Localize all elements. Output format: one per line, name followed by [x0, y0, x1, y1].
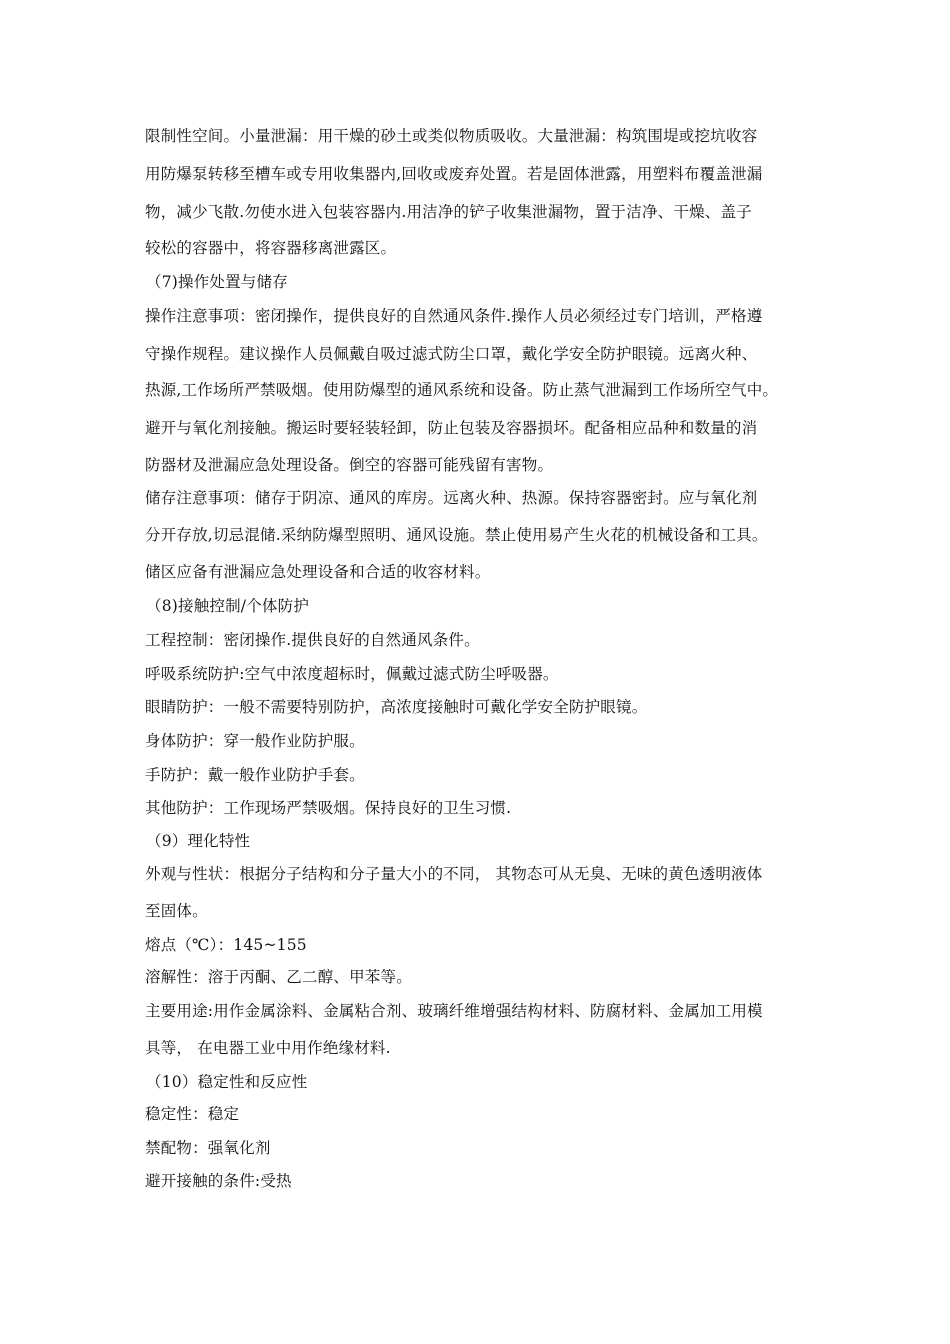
text-line: 眼睛防护：一般不需要特别防护，高浓度接触时可戴化学安全防护眼镜。 [145, 698, 648, 716]
text-line: 禁配物：强氧化剂 [145, 1139, 271, 1157]
text-line: 用防爆泵转移至槽车或专用收集器内,回收或废弃处置。若是固体泄露，用塑料布覆盖泄漏 [145, 165, 763, 183]
text-line: 热源,工作场所严禁吸烟。使用防爆型的通风系统和设备。防止蒸气泄漏到工作场所空气中。 [145, 381, 779, 399]
text-line: 具等， 在电器工业中用作绝缘材料. [145, 1039, 391, 1057]
text-line: 至固体。 [145, 902, 208, 920]
text-line: 身体防护：穿一般作业防护服。 [145, 732, 365, 750]
text-line: 其他防护：工作现场严禁吸烟。保持良好的卫生习惯. [145, 799, 512, 817]
text-line: 分开存放,切忌混储.采纳防爆型照明、通风设施。禁止使用易产生火花的机械设备和工具。 [145, 526, 768, 544]
text-line: 外观与性状：根据分子结构和分子量大小的不同， 其物态可从无臭、无味的黄色透明液体 [145, 865, 763, 883]
text-line: 主要用途:用作金属涂料、金属粘合剂、玻璃纤维增强结构材料、防腐材料、金属加工用模 [145, 1002, 763, 1020]
text-line: 呼吸系统防护:空气中浓度超标时，佩戴过滤式防尘呼吸器。 [145, 665, 559, 683]
section-heading: （8)接触控制/个体防护 [146, 597, 310, 615]
text-line: 工程控制：密闭操作.提供良好的自然通风条件。 [145, 631, 480, 649]
text-line: 储存注意事项：储存于阴凉、通风的库房。远离火种、热源。保持容器密封。应与氧化剂 [145, 489, 758, 507]
text-line: 物，减少飞散.勿使水进入包装容器内.用洁净的铲子收集泄漏物，置于洁净、干燥、盖子 [145, 203, 752, 221]
section-heading: （9）理化特性 [146, 832, 251, 850]
text-line: 手防护：戴一般作业防护手套。 [145, 766, 365, 784]
text-line: 熔点（℃）：145~155 [145, 936, 307, 954]
text-line: 稳定性：稳定 [145, 1105, 240, 1123]
text-line: 限制性空间。小量泄漏：用干燥的砂土或类似物质吸收。大量泄漏：构筑围堤或挖坑收容 [145, 127, 758, 145]
section-heading: （7)操作处置与储存 [146, 273, 288, 291]
text-line: 守操作规程。建议操作人员佩戴自吸过滤式防尘口罩，戴化学安全防护眼镜。远离火种、 [145, 345, 758, 363]
text-line: 较松的容器中，将容器移离泄露区。 [145, 239, 397, 257]
section-heading: （10）稳定性和反应性 [146, 1073, 308, 1091]
text-line: 操作注意事项：密闭操作，提供良好的自然通风条件.操作人员必须经过专门培训，严格遵 [145, 307, 763, 325]
text-line: 储区应备有泄漏应急处理设备和合适的收容材料。 [145, 563, 491, 581]
text-line: 避开接触的条件:受热 [145, 1172, 292, 1190]
text-line: 防器材及泄漏应急处理设备。倒空的容器可能残留有害物。 [145, 456, 554, 474]
text-line: 溶解性：溶于丙酮、乙二醇、甲苯等。 [145, 968, 412, 986]
text-line: 避开与氧化剂接触。搬运时要轻装轻卸，防止包装及容器损坏。配备相应品种和数量的消 [145, 419, 758, 437]
